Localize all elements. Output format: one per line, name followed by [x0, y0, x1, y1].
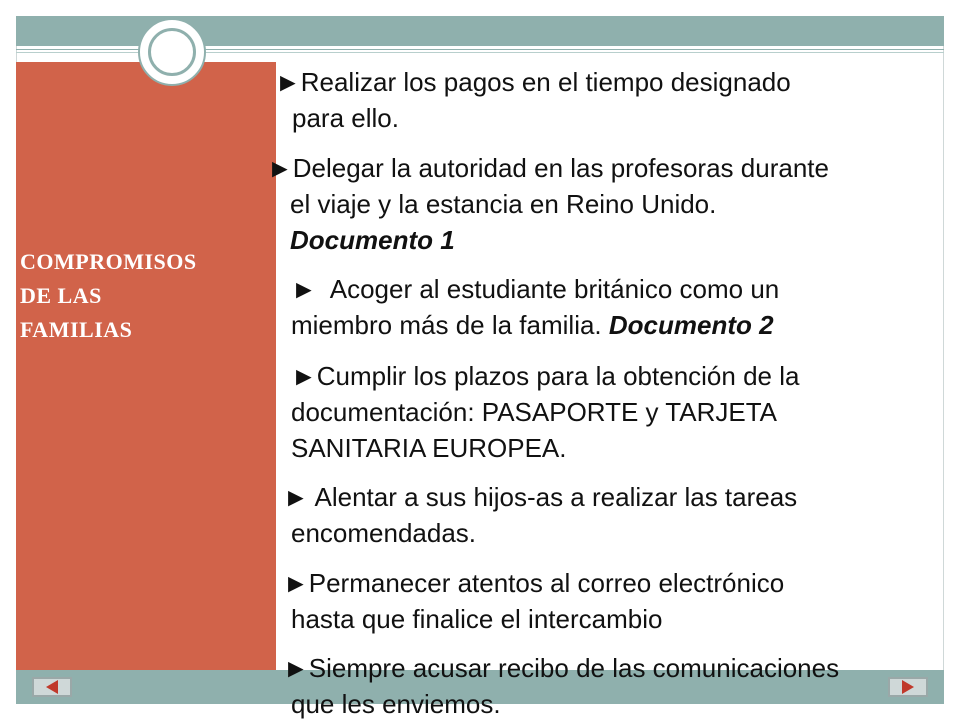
document-reference: Documento 2: [608, 310, 774, 340]
title-line: DE LAS: [20, 283, 102, 308]
bullet-text: Cumplir los plazos para la obtención de la: [316, 361, 800, 391]
bullet-marker-icon: ►: [283, 653, 309, 683]
bullet-marker-icon: ►: [291, 274, 317, 304]
bullet-marker-icon: ►: [291, 361, 317, 391]
title-line: COMPROMISOS: [20, 249, 197, 274]
slide-title: [20, 245, 270, 347]
left-accent-panel: [16, 62, 276, 670]
document-reference: Documento 1: [290, 225, 455, 255]
decorative-circle-icon: [138, 18, 206, 86]
right-triangle-icon: [902, 680, 914, 694]
bullet-item: [283, 479, 797, 551]
bullet-text: SANITARIA EUROPEA.: [291, 433, 567, 463]
next-slide-button[interactable]: [888, 677, 928, 697]
bullet-text: el viaje y la estancia en Reino Unido.: [290, 189, 717, 219]
bullet-text: encomendadas.: [291, 518, 477, 548]
bullet-item: [283, 650, 839, 722]
title-line: FAMILIAS: [20, 317, 133, 342]
bullet-text: para ello.: [292, 103, 399, 133]
bullet-item: [291, 358, 799, 466]
bullet-item: [291, 271, 779, 343]
previous-slide-button[interactable]: [32, 677, 72, 697]
bullet-marker-icon: ►: [283, 482, 309, 512]
bullet-text: documentación: PASAPORTE y TARJETA: [291, 397, 778, 427]
bullet-text: Siempre acusar recibo de las comunicaciones: [308, 653, 840, 683]
bullet-marker-icon: ►: [283, 568, 309, 598]
bullet-item: [275, 64, 791, 136]
bullet-text: Permanecer atentos al correo electrónico: [308, 568, 785, 598]
bullet-text: Delegar la autoridad en las profesoras durante: [292, 153, 829, 183]
bullet-text: que les enviemos.: [291, 689, 501, 719]
bullet-text: hasta que finalice el intercambio: [291, 604, 663, 634]
inner-circle-icon: [148, 28, 196, 76]
bullet-item: [267, 150, 829, 258]
bullet-text: Acoger al estudiante británico como un: [316, 274, 780, 304]
bullet-text: miembro más de la familia.: [291, 310, 609, 340]
bullet-marker-icon: ►: [267, 153, 293, 183]
bullet-item: [283, 565, 784, 637]
bullet-text: Alentar a sus hijos-as a realizar las tareas: [308, 482, 798, 512]
bullet-marker-icon: ►: [275, 67, 301, 97]
left-triangle-icon: [46, 680, 58, 694]
bullet-text: Realizar los pagos en el tiempo designado: [300, 67, 791, 97]
